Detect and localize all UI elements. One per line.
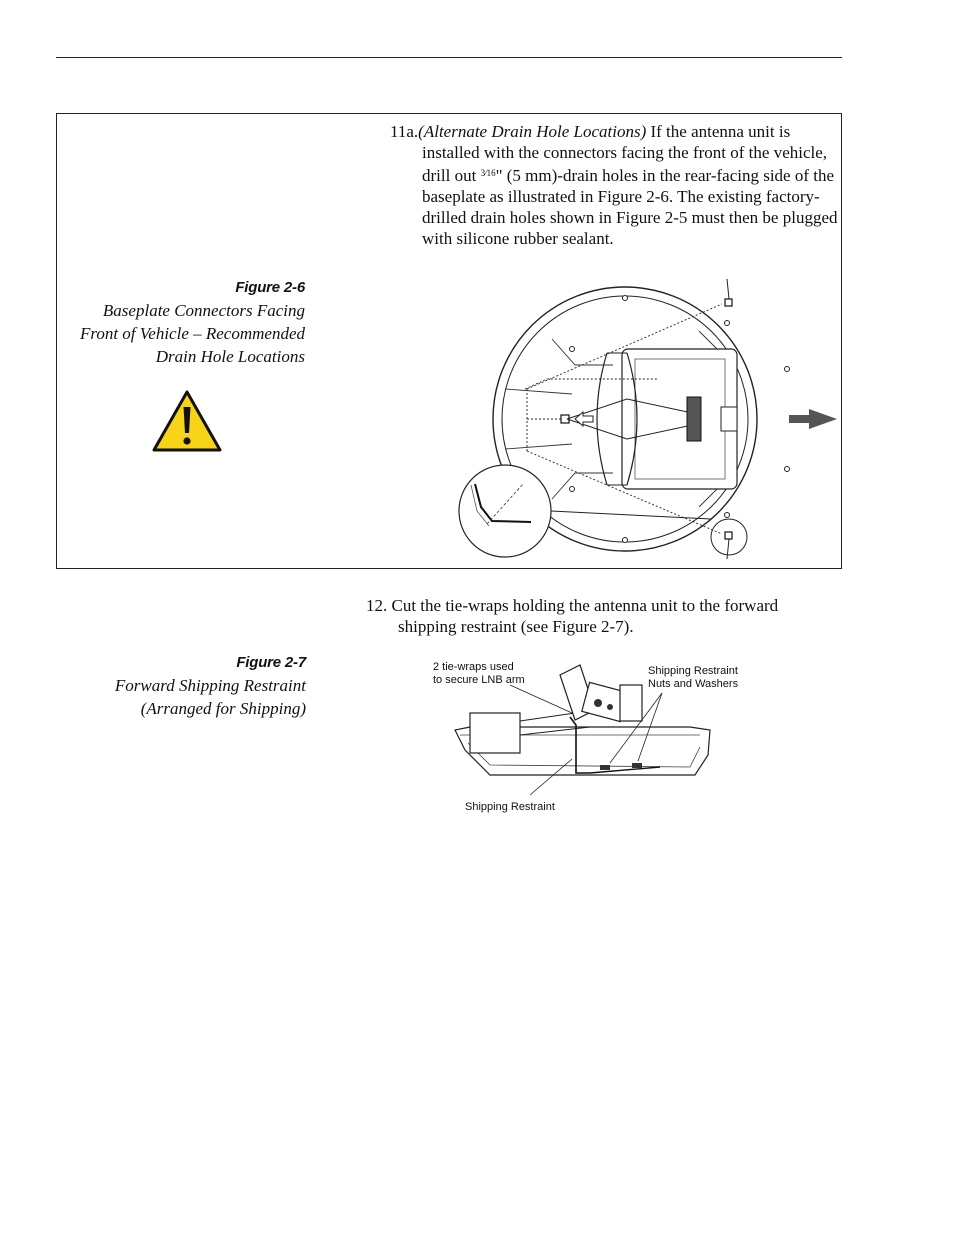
step-heading: (Alternate Drain Hole Locations) [418,122,647,141]
caption-line: Forward Shipping Restraint [114,676,306,695]
figure-label: Figure 2-6 [235,279,305,296]
step-number: 11a. [390,122,419,141]
drill-size-fraction: 3⁄16 [480,168,496,178]
step-12-paragraph [366,595,828,637]
caption-line: Baseplate Connectors Facing [102,301,305,320]
figure-2-6-caption [45,276,305,368]
nuts-washers-callout: Shipping Restraint Nuts and Washers [648,665,739,690]
warning-triangle-icon [151,389,223,453]
shipping-restraint-diagram [400,655,760,820]
header-rule [56,57,842,58]
drain-hole-section [56,113,842,569]
step-number: 12. [366,596,388,615]
figure-2-7-caption [46,651,306,720]
shipping-restraint-callout: Shipping Restraint [465,801,555,813]
caption-line: Drain Hole Locations [155,347,305,366]
tie-wraps-callout: 2 tie-wraps used to secure LNB arm [433,661,525,686]
caption-line: (Arranged for Shipping) [140,699,306,718]
step-11a-paragraph [390,121,842,249]
baseplate-drain-hole-diagram [397,279,837,559]
step-body-part1: If the antenna unit is installed with the connectors facing the front of the vehicle, drill out [422,122,828,185]
figure-label: Figure 2-7 [236,654,306,671]
step-body: Cut the tie-wraps holding the antenna unit to the forward shipping restraint (see Figure 2-7). [391,596,779,636]
caption-line: Front of Vehicle – Recommended [79,324,305,343]
step-body-part2: " (5 mm)-drain holes in the rear-facing side of the baseplate as illustrated in Figure 2-6. The existing factory-drilled drain holes shown in Figure 2-5 must then be plugged with silicone rubber sealant. [422,166,838,248]
